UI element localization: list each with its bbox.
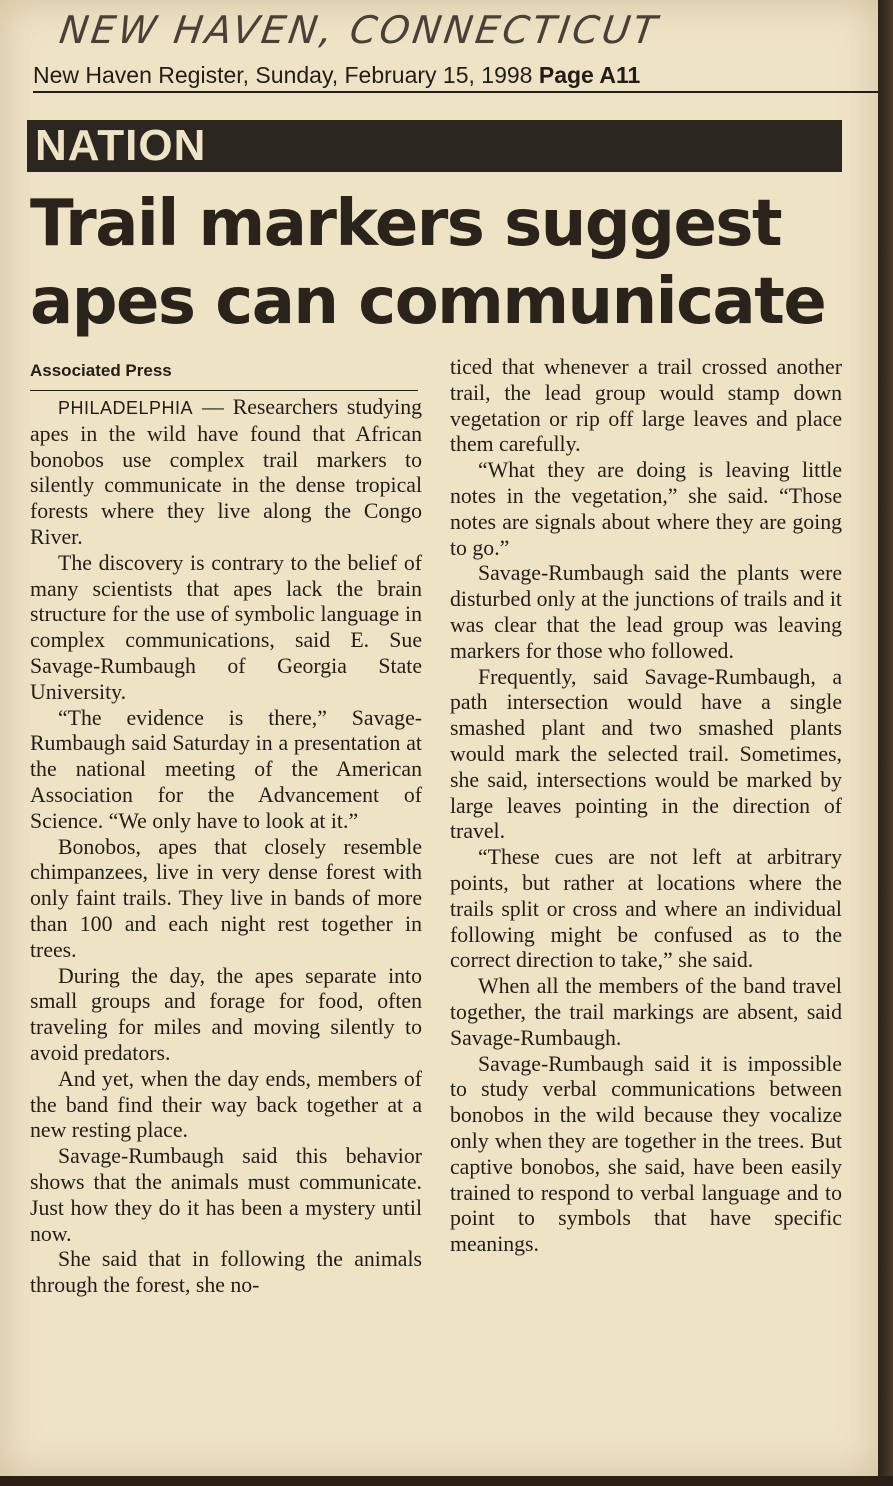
paragraph: Bonobos, apes that closely resemble chimpanzees, live in very dense forest with only faint trails. They live in bands of more than 100 and each night rest together in trees. xyxy=(30,834,422,962)
paragraph: And yet, when the day ends, members of the band find their way back together at a new resting place. xyxy=(30,1066,422,1143)
byline: Associated Press xyxy=(30,361,172,380)
paragraph: The discovery is contrary to the belief of many scientists that apes lack the brain structure for the use of symbolic language in complex communications, said E. Sue Savage-Rumbaugh of Georgia State University. xyxy=(30,550,422,704)
masthead-line xyxy=(33,62,878,93)
background-edge-right xyxy=(878,0,893,1486)
paragraph: She said that in following the animals through the forest, she no- xyxy=(30,1247,422,1298)
article-column-1 xyxy=(30,395,422,1299)
paragraph: During the day, the apes separate into small groups and forage for food, often traveling for miles and moving silently to avoid predators. xyxy=(30,963,422,1065)
paragraph: Savage-Rumbaugh said the plants were disturbed only at the junctions of trails and it was clear that the lead group was leaving markers for those who followed. xyxy=(450,561,842,663)
handwritten-annotation: NEW HAVEN, CONNECTICUT xyxy=(56,8,663,52)
page-number: Page A11 xyxy=(538,62,641,88)
byline-rule xyxy=(30,390,418,391)
paragraph: “What they are doing is leaving little notes in the vegetation,” she said. “Those notes are signals about where they are going to go.” xyxy=(450,458,842,560)
continued-paragraph: ticed that whenever a trail crossed another trail, the lead group would stamp down vegetation or rip off large leaves and place them carefully. xyxy=(450,355,842,457)
lead-text: — Researchers studying apes in the wild have found that African bonobos use complex trail markers to silently communicate in the dense tropical forests where they live along the Congo River. xyxy=(30,395,422,549)
paragraph: Frequently, said Savage-Rumbaugh, a path intersection would have a single smashed plant and two smashed plants would mark the selected trail. Sometimes, she said, intersections would be marked by large leaves pointing in the direction of travel. xyxy=(450,664,842,844)
dateline: PHILADELPHIA xyxy=(58,398,194,418)
paragraph: “The evidence is there,” Savage-Rumbaugh said Saturday in a presentation at the national meeting of the American Association for the Advancement of Science. “We only have to look at it.” xyxy=(30,705,422,833)
paragraph: Savage-Rumbaugh said it is impossible to study verbal communications between bonobos in the wild because they vocalize only when they are together in the trees. But captive bonobos, she said, have been easily trained to respond to verbal language and to point to symbols that have specific meanings. xyxy=(450,1051,842,1257)
lead-paragraph xyxy=(30,395,422,551)
section-title: NATION xyxy=(35,121,207,170)
background-edge-bottom xyxy=(0,1476,893,1486)
paragraph: “These cues are not left at arbitrary points, but rather at locations where the trails split or cross and where an individual following might be confused as to the correct direction to take,” she said. xyxy=(450,845,842,973)
paper-name-date: New Haven Register, Sunday, February 15, 1998 xyxy=(33,62,533,88)
paragraph: When all the members of the band travel together, the trail markings are absent, said Savage-Rumbaugh. xyxy=(450,974,842,1050)
article-headline: Trail markers suggest apes can communicate xyxy=(30,187,826,339)
article-column-2 xyxy=(450,355,842,1258)
paragraph: Savage-Rumbaugh said this behavior shows that the animals must communicate. Just how they do it has been a mystery until now. xyxy=(30,1144,422,1246)
section-banner xyxy=(27,120,842,172)
